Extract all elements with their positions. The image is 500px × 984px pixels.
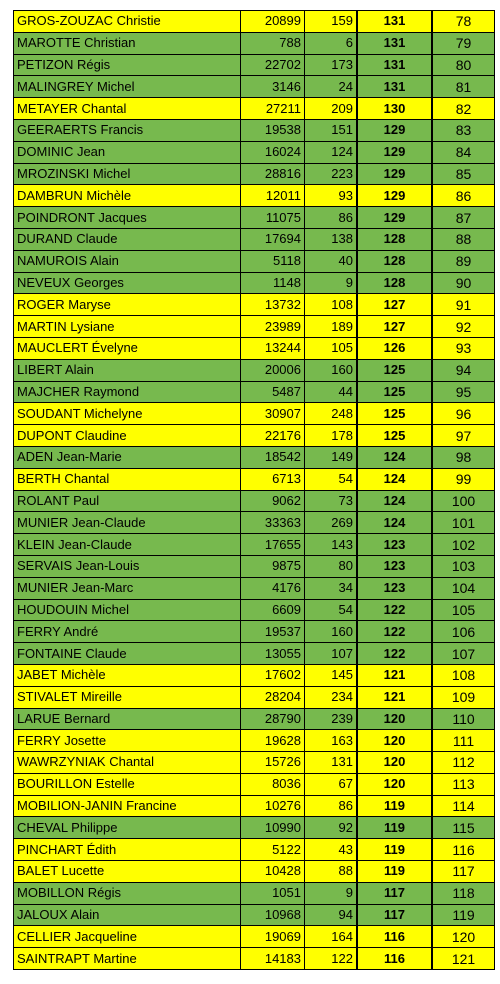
rank-cell: 93 bbox=[432, 337, 495, 359]
score-cell: 117 bbox=[357, 882, 432, 904]
table-row bbox=[14, 468, 495, 490]
value-b-cell: 86 bbox=[305, 795, 358, 817]
participant-name-cell: LIBERT Alain bbox=[14, 359, 241, 381]
value-a-cell: 10276 bbox=[241, 795, 305, 817]
table-row bbox=[14, 643, 495, 665]
score-cell: 123 bbox=[357, 534, 432, 556]
table-row bbox=[14, 359, 495, 381]
table-row bbox=[14, 882, 495, 904]
participant-name-cell: SERVAIS Jean-Louis bbox=[14, 555, 241, 577]
value-a-cell: 12011 bbox=[241, 185, 305, 207]
table-row bbox=[14, 163, 495, 185]
value-a-cell: 17655 bbox=[241, 534, 305, 556]
rank-cell: 95 bbox=[432, 381, 495, 403]
value-b-cell: 143 bbox=[305, 534, 358, 556]
participant-name-cell: BALET Lucette bbox=[14, 861, 241, 883]
score-cell: 129 bbox=[357, 163, 432, 185]
rank-cell: 83 bbox=[432, 119, 495, 141]
rank-cell: 87 bbox=[432, 207, 495, 229]
score-cell: 121 bbox=[357, 686, 432, 708]
participant-name-cell: ADEN Jean-Marie bbox=[14, 446, 241, 468]
table-row bbox=[14, 294, 495, 316]
ranking-table bbox=[13, 10, 495, 970]
score-cell: 117 bbox=[357, 904, 432, 926]
value-b-cell: 9 bbox=[305, 272, 358, 294]
table-row bbox=[14, 11, 495, 33]
participant-name-cell: MAROTTE Christian bbox=[14, 32, 241, 54]
table-row bbox=[14, 926, 495, 948]
rank-cell: 92 bbox=[432, 316, 495, 338]
score-cell: 119 bbox=[357, 861, 432, 883]
score-cell: 125 bbox=[357, 359, 432, 381]
value-a-cell: 5118 bbox=[241, 250, 305, 272]
participant-name-cell: JALOUX Alain bbox=[14, 904, 241, 926]
value-a-cell: 788 bbox=[241, 32, 305, 54]
participant-name-cell: MARTIN Lysiane bbox=[14, 316, 241, 338]
participant-name-cell: MALINGREY Michel bbox=[14, 76, 241, 98]
rank-cell: 113 bbox=[432, 773, 495, 795]
value-b-cell: 105 bbox=[305, 337, 358, 359]
score-cell: 120 bbox=[357, 730, 432, 752]
score-cell: 124 bbox=[357, 468, 432, 490]
rank-cell: 111 bbox=[432, 730, 495, 752]
value-b-cell: 92 bbox=[305, 817, 358, 839]
value-a-cell: 6713 bbox=[241, 468, 305, 490]
score-cell: 119 bbox=[357, 795, 432, 817]
value-a-cell: 1051 bbox=[241, 882, 305, 904]
value-a-cell: 20006 bbox=[241, 359, 305, 381]
value-b-cell: 124 bbox=[305, 141, 358, 163]
participant-name-cell: POINDRONT Jacques bbox=[14, 207, 241, 229]
participant-name-cell: PINCHART Édith bbox=[14, 839, 241, 861]
value-a-cell: 28204 bbox=[241, 686, 305, 708]
value-a-cell: 13732 bbox=[241, 294, 305, 316]
value-b-cell: 138 bbox=[305, 228, 358, 250]
table-row bbox=[14, 54, 495, 76]
value-b-cell: 234 bbox=[305, 686, 358, 708]
value-b-cell: 40 bbox=[305, 250, 358, 272]
value-b-cell: 67 bbox=[305, 773, 358, 795]
score-cell: 130 bbox=[357, 98, 432, 120]
participant-name-cell: MOBILION-JANIN Francine bbox=[14, 795, 241, 817]
value-b-cell: 223 bbox=[305, 163, 358, 185]
score-cell: 116 bbox=[357, 948, 432, 970]
rank-cell: 117 bbox=[432, 861, 495, 883]
ranking-table-body bbox=[14, 11, 495, 970]
table-row bbox=[14, 708, 495, 730]
rank-cell: 107 bbox=[432, 643, 495, 665]
score-cell: 121 bbox=[357, 664, 432, 686]
value-b-cell: 159 bbox=[305, 11, 358, 33]
participant-name-cell: SOUDANT Michelyne bbox=[14, 403, 241, 425]
rank-cell: 103 bbox=[432, 555, 495, 577]
value-a-cell: 17694 bbox=[241, 228, 305, 250]
participant-name-cell: MUNIER Jean-Marc bbox=[14, 577, 241, 599]
rank-cell: 89 bbox=[432, 250, 495, 272]
table-row bbox=[14, 664, 495, 686]
participant-name-cell: CHEVAL Philippe bbox=[14, 817, 241, 839]
value-a-cell: 15726 bbox=[241, 752, 305, 774]
value-b-cell: 248 bbox=[305, 403, 358, 425]
value-a-cell: 17602 bbox=[241, 664, 305, 686]
value-a-cell: 23989 bbox=[241, 316, 305, 338]
value-b-cell: 149 bbox=[305, 446, 358, 468]
participant-name-cell: FERRY Josette bbox=[14, 730, 241, 752]
participant-name-cell: NEVEUX Georges bbox=[14, 272, 241, 294]
score-cell: 120 bbox=[357, 708, 432, 730]
rank-cell: 88 bbox=[432, 228, 495, 250]
value-a-cell: 18542 bbox=[241, 446, 305, 468]
table-row bbox=[14, 490, 495, 512]
value-a-cell: 28790 bbox=[241, 708, 305, 730]
table-row bbox=[14, 207, 495, 229]
participant-name-cell: MAUCLERT Évelyne bbox=[14, 337, 241, 359]
value-b-cell: 189 bbox=[305, 316, 358, 338]
participant-name-cell: STIVALET Mireille bbox=[14, 686, 241, 708]
score-cell: 120 bbox=[357, 773, 432, 795]
value-b-cell: 209 bbox=[305, 98, 358, 120]
value-a-cell: 27211 bbox=[241, 98, 305, 120]
rank-cell: 114 bbox=[432, 795, 495, 817]
table-row bbox=[14, 904, 495, 926]
participant-name-cell: ROLANT Paul bbox=[14, 490, 241, 512]
value-b-cell: 34 bbox=[305, 577, 358, 599]
rank-cell: 99 bbox=[432, 468, 495, 490]
rank-cell: 82 bbox=[432, 98, 495, 120]
rank-cell: 104 bbox=[432, 577, 495, 599]
table-row bbox=[14, 446, 495, 468]
rank-cell: 110 bbox=[432, 708, 495, 730]
score-cell: 127 bbox=[357, 294, 432, 316]
value-b-cell: 178 bbox=[305, 425, 358, 447]
value-a-cell: 13055 bbox=[241, 643, 305, 665]
rank-cell: 101 bbox=[432, 512, 495, 534]
rank-cell: 112 bbox=[432, 752, 495, 774]
table-row bbox=[14, 534, 495, 556]
participant-name-cell: HOUDOUIN Michel bbox=[14, 599, 241, 621]
value-a-cell: 19628 bbox=[241, 730, 305, 752]
score-cell: 120 bbox=[357, 752, 432, 774]
table-row bbox=[14, 817, 495, 839]
participant-name-cell: DURAND Claude bbox=[14, 228, 241, 250]
rank-cell: 119 bbox=[432, 904, 495, 926]
score-cell: 129 bbox=[357, 119, 432, 141]
value-b-cell: 145 bbox=[305, 664, 358, 686]
value-a-cell: 28816 bbox=[241, 163, 305, 185]
score-cell: 122 bbox=[357, 643, 432, 665]
rank-cell: 94 bbox=[432, 359, 495, 381]
table-row bbox=[14, 272, 495, 294]
participant-name-cell: WAWRZYNIAK Chantal bbox=[14, 752, 241, 774]
value-a-cell: 8036 bbox=[241, 773, 305, 795]
rank-cell: 90 bbox=[432, 272, 495, 294]
value-b-cell: 54 bbox=[305, 468, 358, 490]
rank-cell: 97 bbox=[432, 425, 495, 447]
value-a-cell: 22702 bbox=[241, 54, 305, 76]
score-cell: 129 bbox=[357, 141, 432, 163]
table-row bbox=[14, 119, 495, 141]
participant-name-cell: SAINTRAPT Martine bbox=[14, 948, 241, 970]
value-a-cell: 11075 bbox=[241, 207, 305, 229]
score-cell: 123 bbox=[357, 577, 432, 599]
participant-name-cell: MAJCHER Raymond bbox=[14, 381, 241, 403]
participant-name-cell: DUPONT Claudine bbox=[14, 425, 241, 447]
value-a-cell: 4176 bbox=[241, 577, 305, 599]
participant-name-cell: CELLIER Jacqueline bbox=[14, 926, 241, 948]
value-a-cell: 30907 bbox=[241, 403, 305, 425]
table-row bbox=[14, 337, 495, 359]
rank-cell: 105 bbox=[432, 599, 495, 621]
value-a-cell: 19069 bbox=[241, 926, 305, 948]
table-row bbox=[14, 555, 495, 577]
rank-cell: 81 bbox=[432, 76, 495, 98]
score-cell: 128 bbox=[357, 272, 432, 294]
rank-cell: 80 bbox=[432, 54, 495, 76]
score-cell: 125 bbox=[357, 403, 432, 425]
value-b-cell: 160 bbox=[305, 359, 358, 381]
value-b-cell: 269 bbox=[305, 512, 358, 534]
rank-cell: 121 bbox=[432, 948, 495, 970]
table-row bbox=[14, 381, 495, 403]
score-cell: 127 bbox=[357, 316, 432, 338]
value-b-cell: 24 bbox=[305, 76, 358, 98]
score-cell: 128 bbox=[357, 228, 432, 250]
rank-cell: 108 bbox=[432, 664, 495, 686]
rank-cell: 86 bbox=[432, 185, 495, 207]
participant-name-cell: DOMINIC Jean bbox=[14, 141, 241, 163]
participant-name-cell: ROGER Maryse bbox=[14, 294, 241, 316]
value-b-cell: 160 bbox=[305, 621, 358, 643]
score-cell: 131 bbox=[357, 11, 432, 33]
value-b-cell: 54 bbox=[305, 599, 358, 621]
rank-cell: 100 bbox=[432, 490, 495, 512]
score-cell: 129 bbox=[357, 207, 432, 229]
participant-name-cell: FERRY André bbox=[14, 621, 241, 643]
participant-name-cell: BERTH Chantal bbox=[14, 468, 241, 490]
value-a-cell: 3146 bbox=[241, 76, 305, 98]
value-b-cell: 122 bbox=[305, 948, 358, 970]
rank-cell: 115 bbox=[432, 817, 495, 839]
value-b-cell: 44 bbox=[305, 381, 358, 403]
table-row bbox=[14, 839, 495, 861]
value-a-cell: 13244 bbox=[241, 337, 305, 359]
table-row bbox=[14, 403, 495, 425]
table-row bbox=[14, 948, 495, 970]
score-cell: 116 bbox=[357, 926, 432, 948]
score-cell: 128 bbox=[357, 250, 432, 272]
participant-name-cell: PETIZON Régis bbox=[14, 54, 241, 76]
value-b-cell: 80 bbox=[305, 555, 358, 577]
value-b-cell: 107 bbox=[305, 643, 358, 665]
rank-cell: 84 bbox=[432, 141, 495, 163]
table-row bbox=[14, 577, 495, 599]
score-cell: 124 bbox=[357, 490, 432, 512]
rank-cell: 91 bbox=[432, 294, 495, 316]
value-b-cell: 164 bbox=[305, 926, 358, 948]
value-b-cell: 43 bbox=[305, 839, 358, 861]
rank-cell: 106 bbox=[432, 621, 495, 643]
value-b-cell: 73 bbox=[305, 490, 358, 512]
value-b-cell: 93 bbox=[305, 185, 358, 207]
participant-name-cell: LARUE Bernard bbox=[14, 708, 241, 730]
value-a-cell: 10990 bbox=[241, 817, 305, 839]
value-b-cell: 94 bbox=[305, 904, 358, 926]
value-b-cell: 108 bbox=[305, 294, 358, 316]
rank-cell: 96 bbox=[432, 403, 495, 425]
table-row bbox=[14, 250, 495, 272]
table-row bbox=[14, 98, 495, 120]
value-a-cell: 16024 bbox=[241, 141, 305, 163]
value-a-cell: 6609 bbox=[241, 599, 305, 621]
table-row bbox=[14, 32, 495, 54]
participant-name-cell: GROS-ZOUZAC Christie bbox=[14, 11, 241, 33]
score-cell: 125 bbox=[357, 425, 432, 447]
score-cell: 131 bbox=[357, 76, 432, 98]
participant-name-cell: NAMUROIS Alain bbox=[14, 250, 241, 272]
value-b-cell: 173 bbox=[305, 54, 358, 76]
rank-cell: 85 bbox=[432, 163, 495, 185]
value-b-cell: 86 bbox=[305, 207, 358, 229]
rank-cell: 79 bbox=[432, 32, 495, 54]
table-row bbox=[14, 861, 495, 883]
table-row bbox=[14, 141, 495, 163]
value-a-cell: 9875 bbox=[241, 555, 305, 577]
participant-name-cell: BOURILLON Estelle bbox=[14, 773, 241, 795]
table-row bbox=[14, 185, 495, 207]
score-cell: 124 bbox=[357, 446, 432, 468]
rank-cell: 98 bbox=[432, 446, 495, 468]
participant-name-cell: DAMBRUN Michèle bbox=[14, 185, 241, 207]
value-a-cell: 1148 bbox=[241, 272, 305, 294]
value-a-cell: 5487 bbox=[241, 381, 305, 403]
table-row bbox=[14, 228, 495, 250]
value-b-cell: 88 bbox=[305, 861, 358, 883]
score-cell: 119 bbox=[357, 817, 432, 839]
participant-name-cell: MOBILLON Régis bbox=[14, 882, 241, 904]
score-cell: 123 bbox=[357, 555, 432, 577]
value-b-cell: 9 bbox=[305, 882, 358, 904]
table-row bbox=[14, 512, 495, 534]
value-b-cell: 163 bbox=[305, 730, 358, 752]
participant-name-cell: JABET Michèle bbox=[14, 664, 241, 686]
rank-cell: 116 bbox=[432, 839, 495, 861]
participant-name-cell: FONTAINE Claude bbox=[14, 643, 241, 665]
value-b-cell: 151 bbox=[305, 119, 358, 141]
table-row bbox=[14, 752, 495, 774]
participant-name-cell: MROZINSKI Michel bbox=[14, 163, 241, 185]
value-a-cell: 19538 bbox=[241, 119, 305, 141]
score-cell: 119 bbox=[357, 839, 432, 861]
participant-name-cell: MUNIER Jean-Claude bbox=[14, 512, 241, 534]
participant-name-cell: KLEIN Jean-Claude bbox=[14, 534, 241, 556]
value-a-cell: 10428 bbox=[241, 861, 305, 883]
value-a-cell: 33363 bbox=[241, 512, 305, 534]
table-row bbox=[14, 795, 495, 817]
value-a-cell: 20899 bbox=[241, 11, 305, 33]
score-cell: 124 bbox=[357, 512, 432, 534]
rank-cell: 102 bbox=[432, 534, 495, 556]
score-cell: 129 bbox=[357, 185, 432, 207]
score-cell: 131 bbox=[357, 32, 432, 54]
value-a-cell: 10968 bbox=[241, 904, 305, 926]
table-row bbox=[14, 686, 495, 708]
participant-name-cell: METAYER Chantal bbox=[14, 98, 241, 120]
table-row bbox=[14, 425, 495, 447]
table-row bbox=[14, 76, 495, 98]
score-cell: 122 bbox=[357, 599, 432, 621]
value-a-cell: 5122 bbox=[241, 839, 305, 861]
value-a-cell: 14183 bbox=[241, 948, 305, 970]
value-b-cell: 131 bbox=[305, 752, 358, 774]
score-cell: 122 bbox=[357, 621, 432, 643]
score-cell: 126 bbox=[357, 337, 432, 359]
rank-cell: 78 bbox=[432, 11, 495, 33]
value-a-cell: 19537 bbox=[241, 621, 305, 643]
rank-cell: 120 bbox=[432, 926, 495, 948]
rank-cell: 118 bbox=[432, 882, 495, 904]
table-row bbox=[14, 730, 495, 752]
score-cell: 125 bbox=[357, 381, 432, 403]
table-row bbox=[14, 599, 495, 621]
value-a-cell: 22176 bbox=[241, 425, 305, 447]
value-b-cell: 239 bbox=[305, 708, 358, 730]
participant-name-cell: GEERAERTS Francis bbox=[14, 119, 241, 141]
value-a-cell: 9062 bbox=[241, 490, 305, 512]
table-row bbox=[14, 316, 495, 338]
rank-cell: 109 bbox=[432, 686, 495, 708]
score-cell: 131 bbox=[357, 54, 432, 76]
table-row bbox=[14, 621, 495, 643]
table-row bbox=[14, 773, 495, 795]
value-b-cell: 6 bbox=[305, 32, 358, 54]
